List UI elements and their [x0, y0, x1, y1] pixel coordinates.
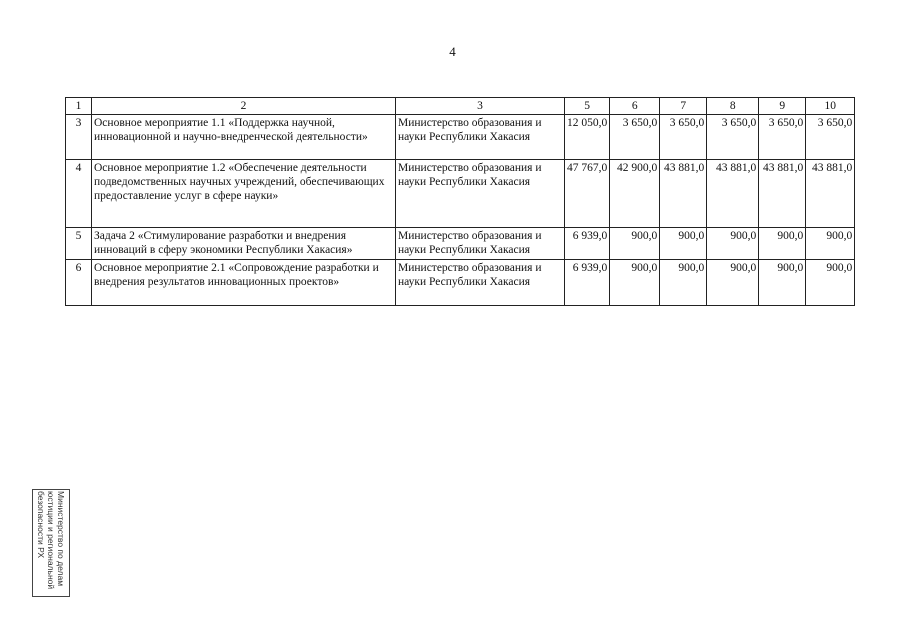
row-value: 900,0: [660, 260, 707, 306]
stamp-line: безопасности РХ: [36, 491, 46, 559]
row-value: 12 050,0: [565, 115, 610, 160]
table-row: [66, 228, 855, 260]
row-value: 43 881,0: [806, 160, 855, 228]
stamp-text: [36, 491, 66, 595]
row-number: 3: [66, 115, 92, 160]
header-cell: 9: [759, 98, 806, 115]
row-value: 900,0: [707, 260, 759, 306]
header-cell: 10: [806, 98, 855, 115]
stamp-line: Министерство по делам: [56, 491, 66, 587]
stamp-line: юстиции и региональной: [46, 491, 56, 590]
row-value: 47 767,0: [565, 160, 610, 228]
header-cell: 1: [66, 98, 92, 115]
row-value: 6 939,0: [565, 228, 610, 260]
row-number: 4: [66, 160, 92, 228]
row-value: 900,0: [759, 260, 806, 306]
row-executor: Министерство образования и науки Республики Хакасия: [396, 260, 565, 306]
header-cell: 3: [396, 98, 565, 115]
header-cell: 6: [610, 98, 660, 115]
row-value: 900,0: [806, 260, 855, 306]
row-value: 3 650,0: [707, 115, 759, 160]
row-number: 6: [66, 260, 92, 306]
row-value: 42 900,0: [610, 160, 660, 228]
row-executor: Министерство образования и науки Республики Хакасия: [396, 160, 565, 228]
row-value: 43 881,0: [707, 160, 759, 228]
header-row: [66, 98, 855, 115]
row-value: 3 650,0: [610, 115, 660, 160]
row-value: 3 650,0: [806, 115, 855, 160]
row-value: 3 650,0: [759, 115, 806, 160]
header-cell: 2: [92, 98, 396, 115]
row-value: 43 881,0: [759, 160, 806, 228]
header-cell: 5: [565, 98, 610, 115]
header-cell: 7: [660, 98, 707, 115]
page-number: 4: [449, 44, 456, 59]
row-number: 5: [66, 228, 92, 260]
row-value: 3 650,0: [660, 115, 707, 160]
row-name: Задача 2 «Стимулирование разработки и внедрения инноваций в сферу экономики Республики Хакасия»: [92, 228, 396, 260]
row-name: Основное мероприятие 1.2 «Обеспечение деятельности подведомственных научных учреждений, обеспечивающих предоставление услуг в сфере науки»: [92, 160, 396, 228]
table-row: [66, 260, 855, 306]
row-value: 900,0: [610, 228, 660, 260]
row-value: 900,0: [610, 260, 660, 306]
row-name: Основное мероприятие 2.1 «Сопровождение разработки и внедрения результатов инновационных проектов»: [92, 260, 396, 306]
row-executor: Министерство образования и науки Республики Хакасия: [396, 115, 565, 160]
row-value: 900,0: [806, 228, 855, 260]
table-row: [66, 115, 855, 160]
registration-stamp: [32, 489, 70, 597]
header-cell: 8: [707, 98, 759, 115]
row-value: 6 939,0: [565, 260, 610, 306]
row-value: 900,0: [707, 228, 759, 260]
row-name: Основное мероприятие 1.1 «Поддержка научной, инновационной и научно-внедренческой деятельности»: [92, 115, 396, 160]
row-value: 900,0: [660, 228, 707, 260]
row-value: 900,0: [759, 228, 806, 260]
table-row: [66, 160, 855, 228]
row-value: 43 881,0: [660, 160, 707, 228]
budget-table: [65, 97, 855, 306]
row-executor: Министерство образования и науки Республики Хакасия: [396, 228, 565, 260]
